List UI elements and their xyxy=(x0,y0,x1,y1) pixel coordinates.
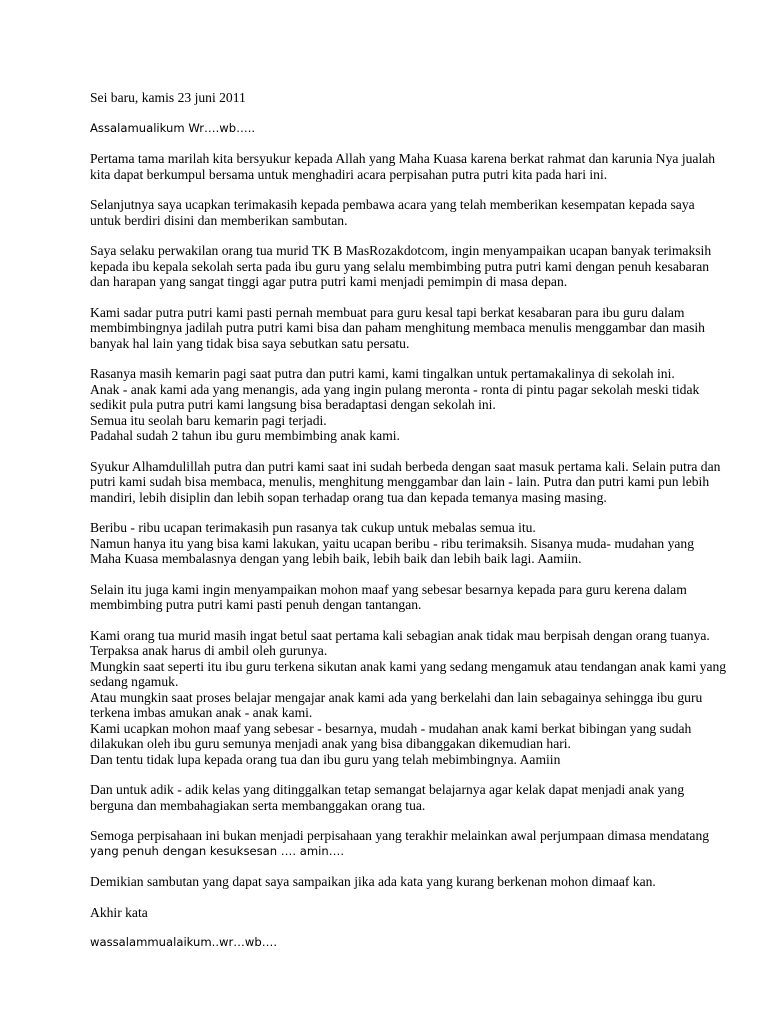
text-line: Padahal sudah 2 tahun ibu guru membimbing anak kami. xyxy=(90,428,400,443)
text-line: untuk berdiri disini dan memberikan sambutan. xyxy=(90,212,348,228)
text-line: Mungkin saat seperti itu ibu guru terkena sikutan anak kami yang sedang mengamuk atau tendangan anak kami yang xyxy=(90,658,727,674)
text-line: membimbingnya jadilah putra putri kami bisa dan paham menghitung membaca menulis menggambar dan masih xyxy=(90,320,705,335)
text-line: Pertama tama marilah kita bersyukur kepada Allah yang Maha Kuasa karena berkat rahmat dan karunia Nya jualah xyxy=(90,151,716,166)
text-line: mandiri, lebih disiplin dan lebih sopan terhadap orang tua dan kepada temanya masing masing. xyxy=(90,489,607,505)
paragraph xyxy=(90,582,690,613)
text-line: Selain itu juga kami ingin menyampaikan mohon maaf yang sebesar besarnya kepada para guru kerena dalam xyxy=(90,581,687,597)
paragraph xyxy=(90,782,690,813)
paragraph xyxy=(90,151,716,182)
text-line: dan harapan yang sangat tinggi agar putra putri kami menjadi pemimpin di masa depan. xyxy=(90,274,568,289)
paragraph xyxy=(90,935,690,951)
paragraph xyxy=(90,243,712,290)
text-line: Kami orang tua murid masih ingat betul saat pertama kali sebagian anak tidak mau berpisah dengan orang tuanya. xyxy=(90,627,710,643)
paragraph xyxy=(90,905,690,921)
text-line: berguna dan membahagiakan serta membanggakan orang tua. xyxy=(90,797,426,813)
text-line: banyak hal lain yang tidak bisa saya sebutkan satu persatu. xyxy=(90,335,410,351)
paragraph xyxy=(90,458,721,506)
text-line: Dan tentu tidak lupa kepada orang tua dan ibu guru yang telah mebimbingnya. Aamiin xyxy=(90,751,561,767)
text-line: Kami sadar putra putri kami pasti pernah membuat para guru kesal tapi berkat kesabaran para ibu guru dalam xyxy=(90,304,685,320)
greeting xyxy=(90,121,690,137)
text-line: putri kami sudah bisa membaca, menulis, menghitung menggambar dan lain - lain. Putra dan putri kami pun lebih xyxy=(90,474,710,489)
paragraph xyxy=(90,828,710,859)
text-line: Assalamualikum Wr….wb….. xyxy=(90,120,256,135)
text-line: Saya selaku perwakilan orang tua murid TK B MasRozakdotcom, ingin menyampaikan ucapan banyak terimaksih xyxy=(90,243,712,258)
letter-document xyxy=(90,90,727,966)
text-line: sedikit pula putra putri kami langsung bisa beradaptasi dengan sekolah ini. xyxy=(90,397,496,412)
text-line: Atau mungkin saat proses belajar mengajar anak kami ada yang berkelahi dan lain sebagainya sehingga ibu guru xyxy=(90,689,703,705)
text-line: Semua itu seolah baru kemarin pagi terjadi. xyxy=(90,412,327,428)
text-line: terkena imbas amukan anak - anak kami. xyxy=(90,705,313,720)
text-line: kepada ibu kepala sekolah serta pada ibu guru yang selalu membimbing putra putri kami dengan penuh kesabaran xyxy=(90,258,710,274)
text-line: Syukur Alhamdulillah putra dan putri kami saat ini sudah berbeda dengan saat masuk pertama kali. Selain putra dan xyxy=(90,458,721,474)
paragraph xyxy=(90,304,705,352)
letter-body xyxy=(90,151,727,951)
text-line: dilakukan oleh ibu guru semunya menjadi anak yang bisa dibanggakan dikemudian hari. xyxy=(90,736,571,751)
paragraph xyxy=(90,520,695,567)
text-line: Semoga perpisahaan ini bukan menjadi perpisahaan yang terakhir melainkan awal perjumpaan dimasa mendatang xyxy=(90,828,710,843)
text-line: Terpaksa anak harus di ambil oleh gurunya. xyxy=(90,643,328,658)
date-line xyxy=(90,90,690,106)
text-line: Anak - anak kami ada yang menangis, ada yang ingin pulang meronta - ronta di pintu pagar sekolah meski tidak xyxy=(90,381,700,397)
paragraph xyxy=(90,197,695,228)
text-line: Kami ucapkan mohon maaf yang sebesar - besarnya, mudah - mudahan anak kami berkat bibingan yang sudah xyxy=(90,720,692,736)
paragraph xyxy=(90,627,727,768)
text-line: Sei baru, kamis 23 juni 2011 xyxy=(90,90,246,105)
text-line: Namun hanya itu yang bisa kami lakukan, yaitu ucapan beribu - ribu terimaksih. Sisanya muda- mudahan yang xyxy=(90,535,695,551)
text-line: Dan untuk adik - adik kelas yang ditinggalkan tetap semangat belajarnya agar kelak dapat menjadi anak yang xyxy=(90,782,685,797)
text-line: yang penuh dengan kesuksesan …. amin…. xyxy=(90,843,345,858)
text-line: Akhir kata xyxy=(90,904,148,920)
text-line: Beribu - ribu ucapan terimakasih pun rasanya tak cukup untuk mebalas semua itu. xyxy=(90,520,536,535)
text-line: sedang ngamuk. xyxy=(90,674,179,689)
paragraph xyxy=(90,366,700,444)
text-line: Selanjutnya saya ucapkan terimakasih kepada pembawa acara yang telah memberikan kesempatan kepada saya xyxy=(90,197,695,212)
paragraph xyxy=(90,874,690,890)
text-line: Rasanya masih kemarin pagi saat putra dan putri kami, kami tingalkan untuk pertamakalinya di sekolah ini. xyxy=(90,366,675,381)
text-line: Demikian sambutan yang dapat saya sampaikan jika ada kata yang kurang berkenan mohon dimaaf kan. xyxy=(90,874,656,889)
text-line: kita dapat berkumpul bersama untuk menghadiri acara perpisahan putra putri kita pada hari ini. xyxy=(90,166,608,182)
text-line: Maha Kuasa membalasnya dengan yang lebih baik, lebih baik dan lebih baik lagi. Aamiin. xyxy=(90,551,582,566)
text-line: membimbing putra putri kami pasti penuh dengan tantangan. xyxy=(90,597,422,612)
text-line: wassalammualaikum..wr…wb…. xyxy=(90,935,278,949)
